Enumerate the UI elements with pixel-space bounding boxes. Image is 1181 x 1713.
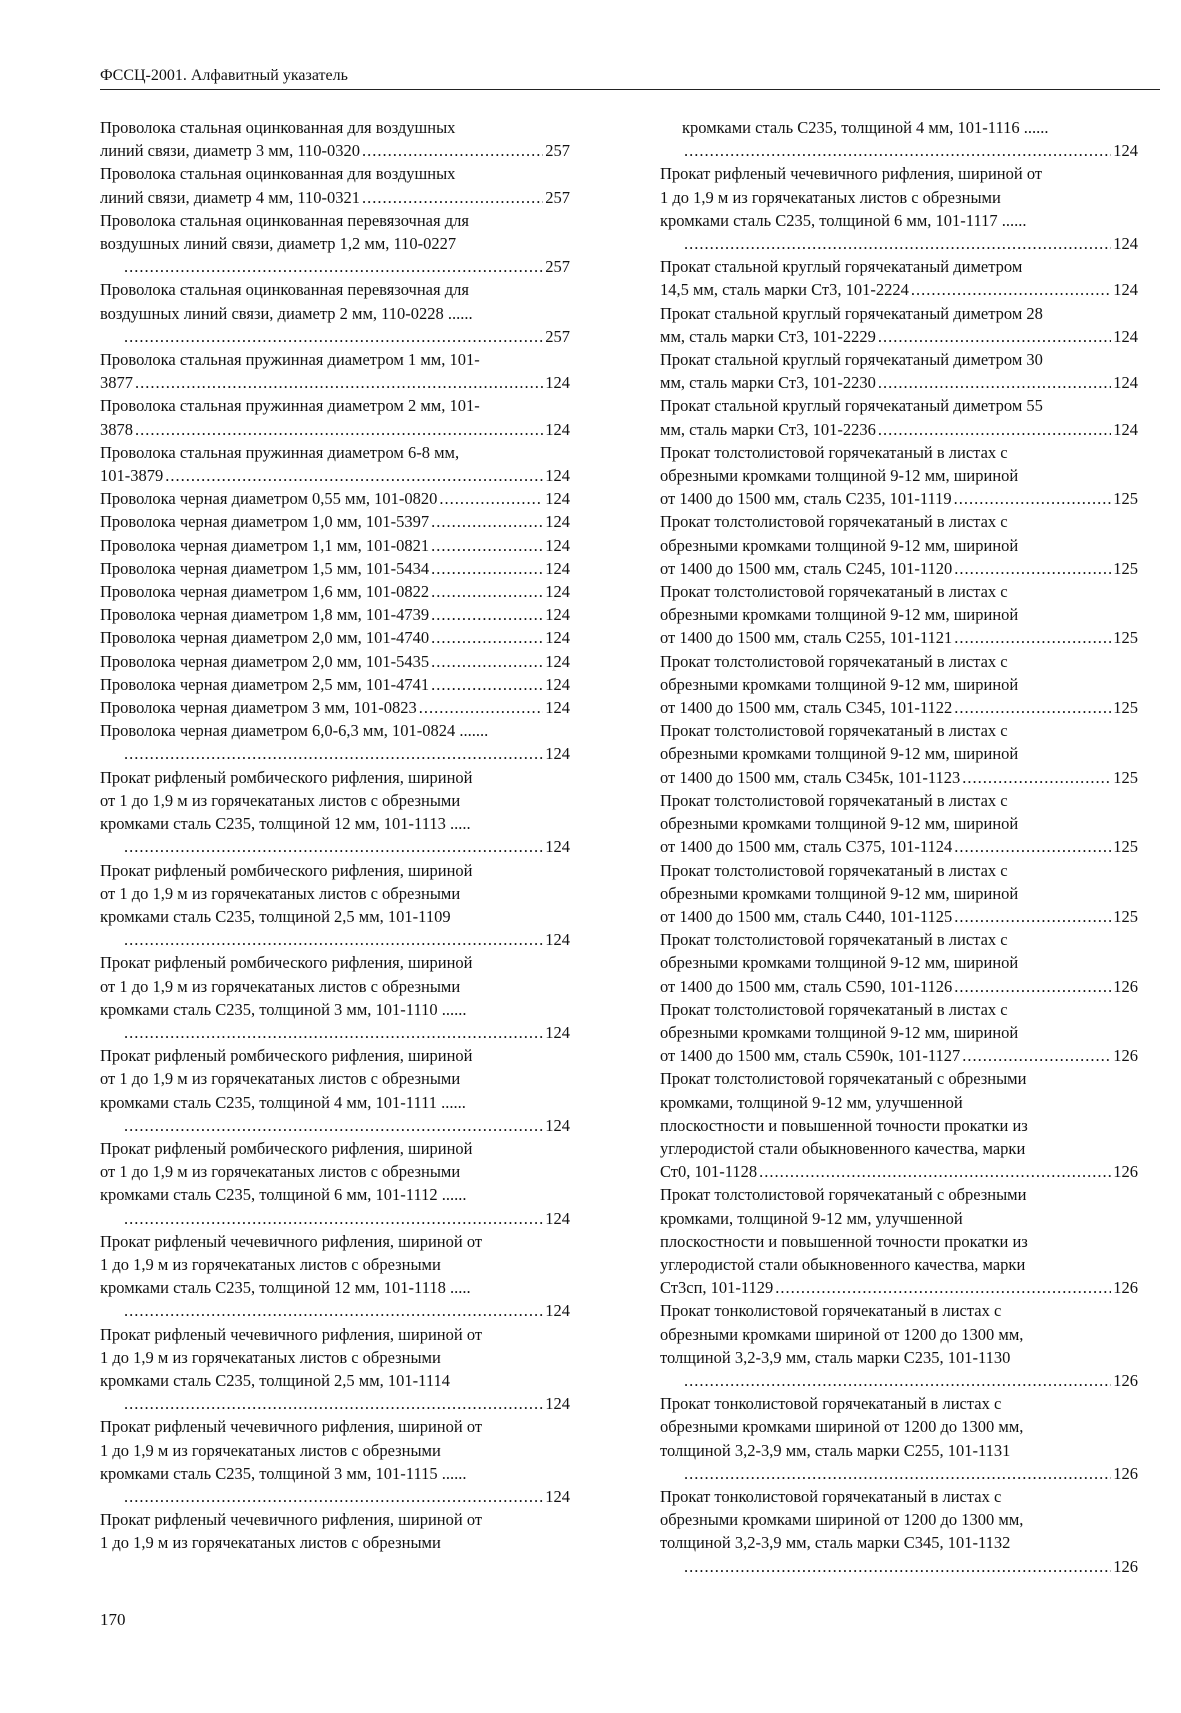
index-entry (660, 162, 1138, 255)
entry-text: Проволока черная диаметром 2,0 мм, 101-5435 (100, 651, 430, 671)
entry-page-number: 126 (1113, 976, 1138, 996)
entry-text: Проволока черная диаметром 1,0 мм, 101-5397 (100, 512, 430, 532)
entry-text-line: Прокат толстолистовой горячекатаный в листах с (660, 930, 1008, 950)
dot-leader (362, 139, 543, 162)
entry-text: от 1400 до 1500 мм, сталь С590, 101-1126 (660, 976, 953, 996)
dot-leader (124, 1485, 543, 1508)
index-entry (100, 626, 570, 649)
entry-text-line: Прокат рифленый ромбического рифления, шириной (100, 860, 473, 880)
index-entry (660, 441, 1138, 511)
entry-text-line: толщиной 3,2-3,9 мм, сталь марки С345, 101-1132 (660, 1533, 1011, 1553)
entry-text-line: 1 до 1,9 м из горячекатаных листов с обрезными (100, 1347, 441, 1367)
entry-text-line: кромками сталь С235, толщиной 4 мм, 101-1111 ...... (100, 1092, 466, 1112)
page-number: 170 (100, 1610, 126, 1629)
dot-leader (124, 1299, 543, 1322)
entry-page-number: 124 (545, 1208, 570, 1228)
entry-text: Проволока черная диаметром 1,5 мм, 101-5434 (100, 558, 430, 578)
index-entry (660, 998, 1138, 1068)
entry-page-line (660, 487, 1138, 510)
dot-leader (135, 418, 543, 441)
dot-leader (759, 1160, 1111, 1183)
entry-text: от 1400 до 1500 мм, сталь С590к, 101-1127 (660, 1046, 961, 1066)
entry-page-number: 125 (1113, 558, 1138, 578)
entry-text: от 1400 до 1500 мм, сталь С245, 101-1120 (660, 558, 953, 578)
entry-page-number: 124 (545, 930, 570, 950)
entry-page-number: 126 (1113, 1162, 1138, 1182)
dot-leader (878, 418, 1111, 441)
entry-text: от 1400 до 1500 мм, сталь С440, 101-1125 (660, 906, 953, 926)
entry-text: Проволока черная диаметром 1,1 мм, 101-0821 (100, 535, 430, 555)
entry-text-line: Прокат рифленый ромбического рифления, шириной (100, 953, 473, 973)
entry-text-line: воздушных линий связи, диаметр 2 мм, 110-0228 ...... (100, 303, 473, 323)
entry-text-line: обрезными кромками толщиной 9-12 мм, шириной (660, 953, 1019, 973)
index-entry (100, 1323, 570, 1416)
index-entry (660, 255, 1138, 301)
index-entry (660, 859, 1138, 929)
entry-text: от 1400 до 1500 мм, сталь С255, 101-1121 (660, 628, 953, 648)
entry-page-number: 124 (545, 674, 570, 694)
entry-text: 101-3879 (100, 466, 164, 486)
dot-leader (684, 1462, 1111, 1485)
index-entry (100, 441, 570, 487)
dot-leader (431, 603, 543, 626)
entry-text-line: Проволока стальная пружинная диаметром 2 мм, 101- (100, 396, 480, 416)
entry-page-number: 124 (545, 651, 570, 671)
dot-leader (124, 1114, 543, 1137)
dot-leader (362, 186, 543, 209)
index-entry (660, 650, 1138, 720)
index-entry (100, 603, 570, 626)
dot-leader (684, 1555, 1111, 1578)
entry-page-line (100, 418, 570, 441)
entry-text-line: обрезными кромками шириной от 1200 до 1300 мм, (660, 1417, 1024, 1437)
entry-page-line (660, 975, 1138, 998)
index-entry (100, 278, 570, 348)
dot-leader (954, 835, 1111, 858)
entry-text-line: Проволока стальная пружинная диаметром 1 мм, 101- (100, 350, 480, 370)
entry-page-number: 125 (1113, 628, 1138, 648)
entry-page-number: 124 (545, 489, 570, 509)
entry-text-line: кромками сталь С235, толщиной 2,5 мм, 101-1114 (100, 1370, 450, 1390)
entry-page-line (100, 673, 570, 696)
entry-page-line (682, 1462, 1138, 1485)
index-entry (100, 348, 570, 394)
index-entry (100, 557, 570, 580)
entry-text-line: Прокат толстолистовой горячекатаный в листах с (660, 860, 1008, 880)
entry-page-line (660, 696, 1138, 719)
entry-page-number: 126 (1113, 1370, 1138, 1390)
entry-page-line (100, 510, 570, 533)
dot-leader (431, 510, 543, 533)
entry-text-line: от 1 до 1,9 м из горячекатаных листов с обрезными (100, 1162, 461, 1182)
entry-page-line (682, 232, 1138, 255)
index-entry (100, 859, 570, 952)
page-header (100, 66, 1160, 90)
dot-leader (431, 673, 543, 696)
entry-page-line (100, 650, 570, 673)
entry-text-line: воздушных линий связи, диаметр 1,2 мм, 110-0227 (100, 234, 457, 254)
dot-leader (124, 1392, 543, 1415)
entry-page-number: 126 (1113, 1556, 1138, 1576)
entry-text-line: обрезными кромками толщиной 9-12 мм, шириной (660, 674, 1019, 694)
entry-page-line (660, 905, 1138, 928)
entry-text-line: обрезными кромками толщиной 9-12 мм, шириной (660, 744, 1019, 764)
entry-page-line (100, 557, 570, 580)
dot-leader (878, 325, 1111, 348)
index-entry (660, 302, 1138, 348)
index-entry (100, 487, 570, 510)
entry-text-line: от 1 до 1,9 м из горячекатаных листов с обрезными (100, 790, 461, 810)
entry-page-line (122, 835, 570, 858)
entry-text-line: обрезными кромками толщиной 9-12 мм, шириной (660, 535, 1019, 555)
entry-page-line (122, 1114, 570, 1137)
entry-page-line (100, 580, 570, 603)
entry-text-line: Прокат рифленый чечевичного рифления, шириной от (100, 1510, 483, 1530)
index-entry (100, 580, 570, 603)
entry-text-line: Прокат тонколистовой горячекатаный в листах с (660, 1301, 1002, 1321)
entry-text-line: кромками, толщиной 9-12 мм, улучшенной (660, 1092, 963, 1112)
entry-text-line: от 1 до 1,9 м из горячекатаных листов с обрезными (100, 883, 461, 903)
entry-text-line: Прокат стальной круглый горячекатаный диметром (660, 257, 1023, 277)
dot-leader (954, 626, 1111, 649)
entry-page-line (122, 928, 570, 951)
entry-text-line: обрезными кромками шириной от 1200 до 1300 мм, (660, 1324, 1024, 1344)
entry-page-number: 257 (545, 187, 570, 207)
entry-text-line: кромками сталь С235, толщиной 2,5 мм, 101-1109 (100, 906, 451, 926)
entry-text: Проволока черная диаметром 1,6 мм, 101-0822 (100, 582, 430, 602)
index-entry (660, 789, 1138, 859)
index-entry (100, 209, 570, 279)
entry-text-line: Прокат толстолистовой горячекатаный в листах с (660, 651, 1008, 671)
entry-page-line (100, 139, 570, 162)
entry-text-line: Прокат рифленый ромбического рифления, шириной (100, 1138, 473, 1158)
entry-page-line (100, 603, 570, 626)
entry-text-line: кромками сталь С235, толщиной 6 мм, 101-1112 ...... (100, 1185, 467, 1205)
dot-leader (878, 371, 1111, 394)
entry-page-number: 124 (545, 1022, 570, 1042)
entry-text-line: Прокат рифленый ромбического рифления, шириной (100, 1046, 473, 1066)
index-entry (660, 1299, 1138, 1392)
entry-text-line: кромками сталь С235, толщиной 4 мм, 101-1116 ...... (682, 118, 1049, 137)
dot-leader (954, 975, 1111, 998)
index-entry (100, 394, 570, 440)
index-entry (100, 1044, 570, 1137)
entry-page-number: 124 (1113, 234, 1138, 254)
entry-text-line: Прокат стальной круглый горячекатаный диметром 30 (660, 350, 1043, 370)
index-entry (660, 510, 1138, 580)
index-entry (660, 1392, 1138, 1485)
entry-page-line (122, 1207, 570, 1230)
entry-page-line (100, 696, 570, 719)
dot-leader (954, 487, 1112, 510)
index-entry (100, 1508, 570, 1554)
entry-page-line (100, 186, 570, 209)
entry-page-number: 124 (1113, 280, 1138, 300)
entry-text-line: Прокат тонколистовой горячекатаный в листах с (660, 1486, 1002, 1506)
entry-text: от 1400 до 1500 мм, сталь С375, 101-1124 (660, 837, 953, 857)
entry-page-line (660, 278, 1138, 301)
dot-leader (775, 1276, 1111, 1299)
index-entry (100, 696, 570, 719)
dot-leader (431, 650, 543, 673)
entry-page-line (660, 1276, 1138, 1299)
entry-page-number: 124 (545, 1486, 570, 1506)
entry-text-line: Прокат тонколистовой горячекатаный в листах с (660, 1394, 1002, 1414)
dot-leader (419, 696, 543, 719)
entry-page-line (100, 534, 570, 557)
entry-text: мм, сталь марки Ст3, 101-2230 (660, 373, 876, 393)
entry-text-line: обрезными кромками толщиной 9-12 мм, шириной (660, 814, 1019, 834)
index-entry (660, 928, 1138, 998)
entry-page-line (660, 835, 1138, 858)
index-entry (660, 1183, 1138, 1299)
entry-text-line: кромками сталь С235, толщиной 3 мм, 101-1115 ...... (100, 1463, 467, 1483)
entry-text-line: кромками сталь С235, толщиной 6 мм, 101-1117 ...... (660, 210, 1027, 230)
entry-text: 3878 (100, 419, 133, 439)
entry-text: от 1400 до 1500 мм, сталь С345к, 101-1123 (660, 767, 961, 787)
entry-text-line: Проволока стальная пружинная диаметром 6-8 мм, (100, 442, 460, 462)
entry-text: Проволока черная диаметром 1,8 мм, 101-4739 (100, 605, 430, 625)
entry-text: Проволока черная диаметром 2,0 мм, 101-4740 (100, 628, 430, 648)
dot-leader (124, 928, 543, 951)
entry-text: линий связи, диаметр 3 мм, 110-0320 (100, 141, 361, 161)
index-entry (100, 1137, 570, 1230)
dot-leader (124, 742, 543, 765)
entry-text-line: кромками, толщиной 9-12 мм, улучшенной (660, 1208, 963, 1228)
entry-text-line: Прокат рифленый ромбического рифления, шириной (100, 767, 473, 787)
entry-text-line: обрезными кромками толщиной 9-12 мм, шириной (660, 1022, 1019, 1042)
entry-text-line: Прокат толстолистовой горячекатаный с обрезными (660, 1069, 1027, 1089)
entry-text-line: Прокат толстолистовой горячекатаный в листах с (660, 721, 1008, 741)
index-entry (100, 766, 570, 859)
entry-text: от 1400 до 1500 мм, сталь С235, 101-1119 (660, 489, 952, 509)
entry-page-line (100, 464, 570, 487)
entry-page-number: 124 (545, 698, 570, 718)
entry-page-line (122, 1392, 570, 1415)
entry-text-line: Прокат толстолистовой горячекатаный с обрезными (660, 1185, 1027, 1205)
index-entry (100, 116, 570, 162)
entry-text: мм, сталь марки Ст3, 101-2229 (660, 326, 876, 346)
entry-page-number: 125 (1113, 489, 1138, 509)
dot-leader (439, 487, 543, 510)
entry-page-line (682, 139, 1138, 162)
entry-page-number: 124 (545, 419, 570, 439)
index-entry (100, 510, 570, 533)
entry-text: Ст3сп, 101-1129 (660, 1278, 774, 1298)
entry-text-line: углеродистой стали обыкновенного качества, марки (660, 1254, 1026, 1274)
index-column-right (660, 116, 1138, 1578)
index-entry (100, 534, 570, 557)
entry-text-line: Прокат толстолистовой горячекатаный в листах с (660, 582, 1008, 602)
entry-page-number: 257 (545, 326, 570, 346)
entry-text-line: 1 до 1,9 м из горячекатаных листов с обрезными (100, 1254, 441, 1274)
entry-text-line: обрезными кромками толщиной 9-12 мм, шириной (660, 605, 1019, 625)
entry-page-line (660, 1044, 1138, 1067)
entry-page-line (100, 371, 570, 394)
entry-text-line: от 1 до 1,9 м из горячекатаных листов с обрезными (100, 1069, 461, 1089)
entry-text-line: толщиной 3,2-3,9 мм, сталь марки С255, 101-1131 (660, 1440, 1011, 1460)
index-entry (100, 951, 570, 1044)
dot-leader (684, 139, 1111, 162)
entry-text-line: Прокат стальной круглый горячекатаный диметром 55 (660, 396, 1043, 416)
dot-leader (165, 464, 543, 487)
entry-page-number: 124 (545, 628, 570, 648)
entry-page-line (122, 742, 570, 765)
entry-page-number: 124 (1113, 326, 1138, 346)
entry-page-number: 124 (545, 582, 570, 602)
index-entry (660, 116, 1138, 162)
entry-text-line: Проволока стальная оцинкованная перевязочная для (100, 210, 469, 230)
entry-text-line: плоскостности и повышенной точности прокатки из (660, 1231, 1028, 1251)
index-entry (100, 650, 570, 673)
entry-page-number: 125 (1113, 698, 1138, 718)
entry-text-line: кромками сталь С235, толщиной 12 мм, 101-1118 ..... (100, 1278, 471, 1298)
entry-text: 3877 (100, 373, 133, 393)
entry-text-line: Проволока стальная оцинкованная для воздушных (100, 118, 456, 137)
dot-leader (124, 325, 543, 348)
entry-page-number: 124 (545, 535, 570, 555)
entry-text: 14,5 мм, сталь марки Ст3, 101-2224 (660, 280, 909, 300)
entry-text-line: Прокат рифленый чечевичного рифления, шириной от (100, 1417, 483, 1437)
index-entry (100, 1415, 570, 1508)
index-entry (660, 394, 1138, 440)
index-entry (660, 1067, 1138, 1183)
entry-text-line: Прокат рифленый чечевичного рифления, шириной от (100, 1231, 483, 1251)
entry-page-number: 124 (545, 1394, 570, 1414)
entry-page-number: 124 (545, 605, 570, 625)
entry-page-line (122, 325, 570, 348)
index-entry (100, 719, 570, 765)
entry-text-line: 1 до 1,9 м из горячекатаных листов с обрезными (100, 1440, 441, 1460)
entry-page-number: 126 (1113, 1046, 1138, 1066)
entry-page-line (100, 626, 570, 649)
entry-text-line: Проволока стальная оцинкованная перевязочная для (100, 280, 469, 300)
entry-text: линий связи, диаметр 4 мм, 110-0321 (100, 187, 361, 207)
entry-text: Ст0, 101-1128 (660, 1162, 758, 1182)
index-entry (660, 1485, 1138, 1578)
dot-leader (911, 278, 1111, 301)
entry-page-number: 124 (545, 744, 570, 764)
entry-page-line (100, 487, 570, 510)
dot-leader (431, 626, 543, 649)
entry-page-number: 125 (1113, 767, 1138, 787)
index-entry (660, 719, 1138, 789)
index-entry (100, 673, 570, 696)
entry-page-line (660, 371, 1138, 394)
entry-text-line: Прокат толстолистовой горячекатаный в листах с (660, 999, 1008, 1019)
dot-leader (135, 371, 543, 394)
entry-text-line: толщиной 3,2-3,9 мм, сталь марки С235, 101-1130 (660, 1347, 1011, 1367)
entry-page-line (660, 557, 1138, 580)
entry-page-line (660, 1160, 1138, 1183)
dot-leader (431, 557, 543, 580)
dot-leader (962, 766, 1111, 789)
entry-page-number: 124 (545, 1115, 570, 1135)
index-column-left (100, 116, 570, 1555)
dot-leader (684, 1369, 1111, 1392)
index-entry (100, 162, 570, 208)
entry-text-line: углеродистой стали обыкновенного качества, марки (660, 1138, 1026, 1158)
entry-text-line: кромками сталь С235, толщиной 3 мм, 101-1110 ...... (100, 999, 467, 1019)
entry-text-line: 1 до 1,9 м из горячекатаных листов с обрезными (100, 1533, 441, 1553)
entry-page-line (660, 418, 1138, 441)
entry-page-line (122, 255, 570, 278)
dot-leader (962, 1044, 1111, 1067)
entry-page-number: 257 (545, 257, 570, 277)
dot-leader (431, 534, 543, 557)
entry-text-line: кромками сталь С235, толщиной 12 мм, 101-1113 ..... (100, 814, 471, 834)
entry-page-number: 124 (1113, 419, 1138, 439)
entry-page-line (660, 626, 1138, 649)
entry-page-number: 124 (1113, 373, 1138, 393)
dot-leader (684, 232, 1111, 255)
index-entry (100, 1230, 570, 1323)
page-header-title: ФССЦ-2001. Алфавитный указатель (100, 67, 348, 84)
entry-page-number: 124 (545, 837, 570, 857)
entry-text-line: 1 до 1,9 м из горячекатаных листов с обрезными (660, 187, 1001, 207)
dot-leader (124, 1207, 543, 1230)
entry-page-line (682, 1555, 1138, 1578)
entry-page-number: 124 (545, 558, 570, 578)
entry-page-number: 125 (1113, 837, 1138, 857)
entry-page-line (660, 766, 1138, 789)
dot-leader (954, 696, 1111, 719)
entry-text: от 1400 до 1500 мм, сталь С345, 101-1122 (660, 698, 953, 718)
index-entry (660, 580, 1138, 650)
dot-leader (124, 255, 543, 278)
entry-page-number: 125 (1113, 906, 1138, 926)
dot-leader (954, 905, 1111, 928)
entry-page-number: 124 (545, 1301, 570, 1321)
entry-text-line: Прокат рифленый чечевичного рифления, шириной от (660, 164, 1043, 184)
entry-text: мм, сталь марки Ст3, 101-2236 (660, 419, 876, 439)
index-entry (660, 348, 1138, 394)
entry-page-number: 124 (545, 373, 570, 393)
entry-page-line (122, 1299, 570, 1322)
entry-text: Проволока черная диаметром 3 мм, 101-0823 (100, 698, 417, 718)
entry-text-line: Проволока черная диаметром 6,0-6,3 мм, 101-0824 ....... (100, 721, 489, 741)
entry-page-number: 126 (1113, 1278, 1138, 1298)
entry-text-line: плоскостности и повышенной точности прокатки из (660, 1115, 1028, 1135)
entry-text-line: обрезными кромками толщиной 9-12 мм, шириной (660, 883, 1019, 903)
entry-text: Проволока черная диаметром 0,55 мм, 101-0820 (100, 489, 438, 509)
entry-text-line: Прокат толстолистовой горячекатаный в листах с (660, 512, 1008, 532)
entry-text-line: Прокат толстолистовой горячекатаный в листах с (660, 442, 1008, 462)
entry-text-line: Прокат стальной круглый горячекатаный диметром 28 (660, 303, 1043, 323)
entry-text: Проволока черная диаметром 2,5 мм, 101-4741 (100, 674, 430, 694)
dot-leader (124, 835, 543, 858)
entry-page-number: 124 (545, 466, 570, 486)
entry-page-line (122, 1021, 570, 1044)
entry-page-line (682, 1369, 1138, 1392)
entry-text-line: Прокат толстолистовой горячекатаный в листах с (660, 790, 1008, 810)
entry-page-number: 257 (545, 141, 570, 161)
entry-text-line: от 1 до 1,9 м из горячекатаных листов с обрезными (100, 976, 461, 996)
entry-text-line: Проволока стальная оцинкованная для воздушных (100, 164, 456, 184)
entry-page-line (122, 1485, 570, 1508)
dot-leader (124, 1021, 543, 1044)
dot-leader (954, 557, 1111, 580)
entry-page-number: 126 (1113, 1463, 1138, 1483)
dot-leader (431, 580, 543, 603)
entry-page-line (660, 325, 1138, 348)
entry-text-line: обрезными кромками толщиной 9-12 мм, шириной (660, 466, 1019, 486)
entry-page-number: 124 (545, 512, 570, 532)
entry-text-line: обрезными кромками шириной от 1200 до 1300 мм, (660, 1510, 1024, 1530)
entry-page-number: 124 (1113, 141, 1138, 161)
entry-text-line: Прокат рифленый чечевичного рифления, шириной от (100, 1324, 483, 1344)
